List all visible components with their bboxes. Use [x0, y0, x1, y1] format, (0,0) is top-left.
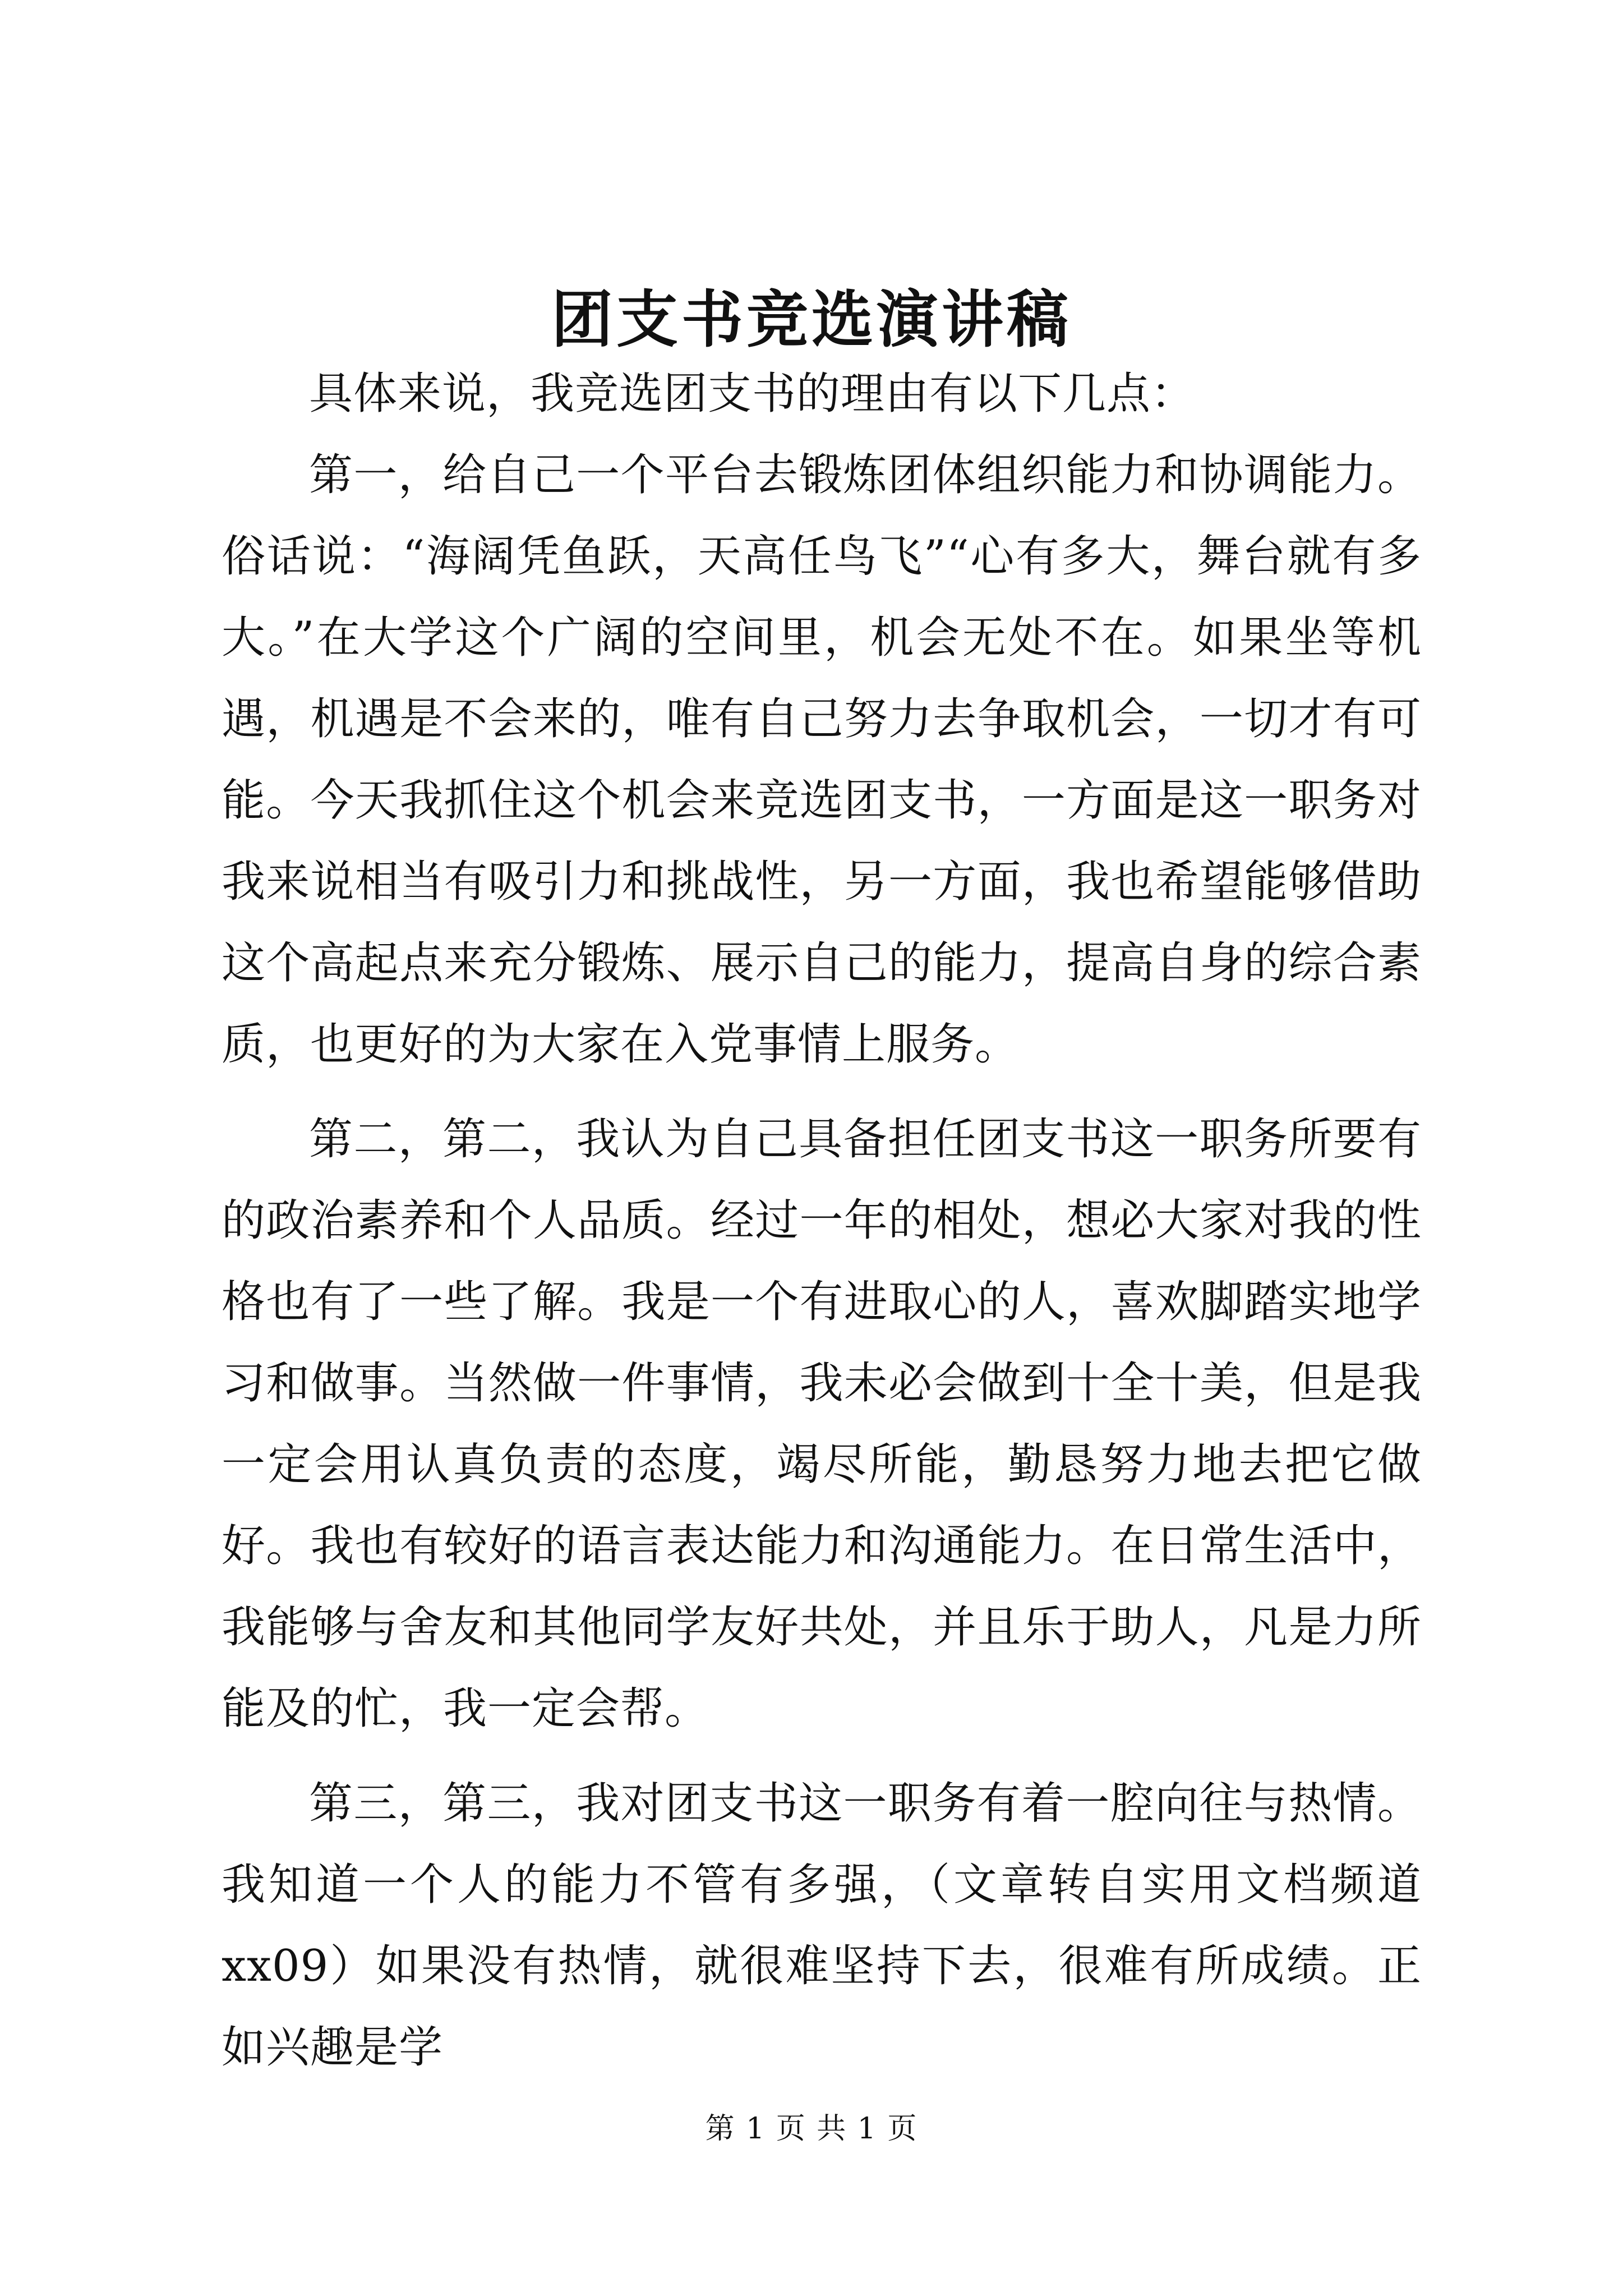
document-title: 团支书竞选演讲稿: [551, 283, 1072, 356]
page-footer: 第 1 页 共 1 页: [705, 2112, 918, 2146]
paragraph-intro: 具体来说，我竞选团支书的理由有以下几点：: [309, 369, 1196, 419]
document-body: [222, 353, 1422, 2088]
paragraph-second-reason: 第二，第二，我认为自己具备担任团支书这一职务所要有的政治素养和个人品质。经过一年的相处，想必大家对我的性格也有了一些了解。我是一个有进取心的人，喜欢脚踏实地学习和做事。当然做一件事情，我未必会做到十全十美，但是我一定会用认真负责的态度，竭尽所能，勤恳努力地去把它做好。我也有较好的语言表达能力和沟通能力。在日常生活中，我能够与舍友和其他同学友好共处，并且乐于助人，凡是力所能及的忙，我一定会帮。: [222, 1114, 1422, 1734]
paragraph-third-reason: 第三，第三，我对团支书这一职务有着一腔向往与热情。我知道一个人的能力不管有多强，（文章转自实用文档频道 xx09）如果没有热情，就很难坚持下去，很难有所成绩。正如兴趣是学: [222, 1778, 1422, 2073]
paragraph-first-reason: 第一，给自己一个平台去锻炼团体组织能力和协调能力。俗话说：“海阔凭鱼跃，天高任鸟飞”“心有多大，舞台就有多大。”在大学这个广阔的空间里，机会无处不在。如果坐等机遇，机遇是不会来的，唯有自己努力去争取机会，一切才有可能。今天我抓住这个机会来竞选团支书，一方面是这一职务对我来说相当有吸引力和挑战性，另一方面，我也希望能够借助这个高起点来充分锻炼、展示自己的能力，提高自身的综合素质，也更好的为大家在入党事情上服务。: [222, 450, 1422, 1070]
